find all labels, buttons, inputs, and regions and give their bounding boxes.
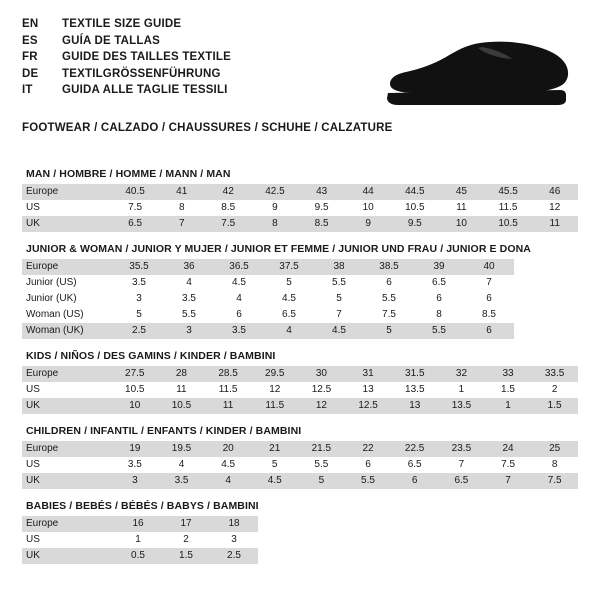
size-cell: 40 [464,259,514,275]
row-label: Woman (US) [22,307,114,323]
row-label: US [22,532,114,548]
size-cell: 28 [158,366,205,382]
size-cell: 6 [345,457,392,473]
size-cell: 16 [114,516,162,532]
size-block-man [22,168,578,232]
size-cell: 7.5 [112,200,159,216]
language-row [22,68,231,85]
language-code: ES [22,34,38,47]
row-label: UK [22,473,112,489]
size-table-body [22,516,258,564]
size-cell: 22 [345,441,392,457]
size-cell: 20 [205,441,252,457]
size-cell: 5 [298,473,345,489]
size-cell: 8 [252,216,299,232]
size-cell: 1 [485,398,531,414]
table-row [22,473,578,489]
size-table-junior-woman [22,259,514,339]
size-cell: 3.5 [214,323,264,339]
size-cell: 11 [531,216,578,232]
size-cell: 2 [162,532,210,548]
language-title: GUIDA ALLE TAGLIE TESSILI [62,84,228,96]
size-cell: 40.5 [112,184,159,200]
row-label: UK [22,398,111,414]
table-row [22,200,578,216]
size-block-babies [22,500,578,564]
size-cell: 28.5 [205,366,252,382]
size-cell: 5.5 [314,275,364,291]
language-title: GUIDE DES TAILLES TEXTILE [62,51,231,63]
size-cell: 1.5 [485,382,531,398]
size-cell: 32 [438,366,485,382]
table-row [22,259,514,275]
size-table-body [22,441,578,489]
size-cell: 19.5 [158,441,205,457]
size-cell: 11 [205,398,252,414]
size-cell: 3 [112,473,159,489]
size-cell: 38.5 [364,259,414,275]
size-cell: 4 [164,275,214,291]
size-cell: 39 [414,259,464,275]
size-cell: 42 [205,184,252,200]
size-table-kids [22,366,578,414]
size-cell: 10 [111,398,158,414]
size-cell: 12 [251,382,298,398]
size-cell: 7 [485,473,532,489]
size-cell: 9.5 [298,200,345,216]
size-cell: 8.5 [298,216,345,232]
size-cell: 36 [164,259,214,275]
row-label: Junior (UK) [22,291,114,307]
row-label: Europe [22,516,114,532]
table-row [22,532,258,548]
size-cell: 1 [438,382,485,398]
size-cell: 24 [485,441,532,457]
size-cell: 5 [364,323,414,339]
size-cell: 3 [210,532,258,548]
size-cell: 3.5 [158,473,205,489]
language-title: TEXTILGRÖSSENFÜHRUNG [62,67,221,80]
size-table-body [22,366,578,414]
size-cell: 5 [251,457,298,473]
size-cell: 6 [464,291,514,307]
size-cell: 5.5 [414,323,464,339]
table-row [22,291,514,307]
size-cell: 10.5 [391,200,438,216]
size-cell: 11.5 [485,200,532,216]
table-row [22,275,514,291]
table-row [22,366,578,382]
size-cell: 5.5 [298,457,345,473]
size-cell: 4 [205,473,252,489]
row-label: Europe [22,184,112,200]
size-cell: 3.5 [114,275,164,291]
row-label: US [22,457,112,473]
size-cell: 9.5 [391,216,438,232]
size-cell: 3.5 [112,457,159,473]
size-block-children [22,425,578,489]
row-label: Junior (US) [22,275,114,291]
table-row [22,548,258,564]
size-cell: 7 [158,216,204,232]
size-cell: 1 [114,532,162,548]
row-label: US [22,200,112,216]
size-cell: 44 [345,184,391,200]
size-cell: 3.5 [164,291,214,307]
size-cell: 11.5 [251,398,298,414]
size-cell: 5 [264,275,314,291]
size-cell: 41 [158,184,204,200]
size-cell: 7.5 [485,457,532,473]
size-cell: 4 [264,323,314,339]
size-cell: 31.5 [391,366,438,382]
size-cell: 12 [531,200,578,216]
size-cell: 6 [464,323,514,339]
row-label: UK [22,548,114,564]
size-cell: 0.5 [114,548,162,564]
language-code: DE [22,67,39,80]
language-row [22,35,231,52]
row-label: Europe [22,259,114,275]
size-cell: 4.5 [251,473,298,489]
size-cell: 9 [345,216,391,232]
language-title: GUÍA DE TALLAS [62,34,160,47]
size-cell: 10.5 [485,216,532,232]
size-cell: 5.5 [345,473,392,489]
block-heading: CHILDREN / INFANTIL / ENFANTS / KINDER / BAMBINI [26,425,302,437]
size-cell: 36.5 [214,259,264,275]
size-cell: 2.5 [210,548,258,564]
size-cell: 3 [114,291,164,307]
size-cell: 4.5 [205,457,252,473]
table-row [22,516,258,532]
language-title: TEXTILE SIZE GUIDE [62,18,182,30]
size-cell: 6.5 [264,307,314,323]
size-cell: 6.5 [391,457,438,473]
row-label: Europe [22,441,112,457]
language-code: FR [22,51,38,63]
size-cell: 6.5 [438,473,485,489]
size-cell: 30 [298,366,345,382]
row-label: US [22,382,111,398]
language-row [22,51,231,68]
size-cell: 38 [314,259,364,275]
table-row [22,216,578,232]
size-cell: 44.5 [391,184,438,200]
size-block-kids [22,350,578,414]
table-row [22,323,514,339]
size-cell: 7.5 [364,307,414,323]
size-cell: 17 [162,516,210,532]
size-cell: 4.5 [314,323,364,339]
size-cell: 11 [438,200,484,216]
block-heading: KIDS / NIÑOS / DES GAMINS / KINDER / BAMBINI [26,350,276,362]
row-label: UK [22,216,112,232]
block-heading: MAN / HOMBRE / HOMME / MANN / MAN [26,168,231,180]
size-cell: 4 [214,291,264,307]
size-cell: 8 [531,457,578,473]
table-row [22,382,578,398]
language-code: EN [22,18,39,30]
size-cell: 46 [531,184,578,200]
language-code: IT [22,84,33,96]
language-row [22,84,231,101]
size-cell: 22.5 [391,441,438,457]
size-cell: 6.5 [414,275,464,291]
size-cell: 8 [158,200,204,216]
size-cell: 6 [364,275,414,291]
block-heading: JUNIOR & WOMAN / JUNIOR Y MUJER / JUNIOR ET FEMME / JUNIOR UND FRAU / JUNIOR E DONA [26,243,531,255]
size-cell: 12 [298,398,345,414]
size-cell: 11.5 [205,382,252,398]
size-cell: 25 [531,441,578,457]
size-cell: 1.5 [531,398,578,414]
page-title: FOOTWEAR / CALZADO / CHAUSSURES / SCHUHE / CALZATURE [22,122,393,134]
size-cell: 12.5 [298,382,345,398]
size-cell: 33 [485,366,531,382]
row-label: Europe [22,366,111,382]
size-cell: 7 [314,307,364,323]
size-cell: 10 [438,216,484,232]
size-cell: 27.5 [111,366,158,382]
language-title-table [22,18,231,101]
size-table-body [22,184,578,232]
size-cell: 42.5 [252,184,299,200]
table-row [22,184,578,200]
size-cell: 5 [114,307,164,323]
size-cell: 13 [391,398,438,414]
size-cell: 11 [158,382,205,398]
size-cell: 18 [210,516,258,532]
size-table-man [22,184,578,232]
size-cell: 7.5 [205,216,252,232]
size-cell: 35.5 [114,259,164,275]
size-cell: 10.5 [111,382,158,398]
size-table-children [22,441,578,489]
size-cell: 8 [414,307,464,323]
size-cell: 19 [112,441,159,457]
size-cell: 7.5 [531,473,578,489]
block-heading: BABIES / BEBÉS / BÉBÉS / BABYS / BAMBINI [26,500,259,512]
size-cell: 10 [345,200,391,216]
size-cell: 21.5 [298,441,345,457]
document-header [22,18,578,110]
size-cell: 7 [464,275,514,291]
table-row [22,457,578,473]
size-cell: 8.5 [205,200,252,216]
size-table-body [22,259,514,339]
table-row [22,307,514,323]
language-row [22,18,231,35]
size-cell: 2 [531,382,578,398]
row-label: Woman (UK) [22,323,114,339]
size-cell: 31 [345,366,392,382]
size-cell: 21 [251,441,298,457]
dress-shoe-icon [382,38,572,110]
size-cell: 13 [345,382,392,398]
size-cell: 29.5 [251,366,298,382]
size-cell: 4.5 [214,275,264,291]
size-blocks [22,168,578,564]
size-table-babies [22,516,258,564]
size-cell: 13.5 [438,398,485,414]
size-cell: 33.5 [531,366,578,382]
size-cell: 6 [214,307,264,323]
size-cell: 43 [298,184,345,200]
size-cell: 4.5 [264,291,314,307]
size-cell: 2.5 [114,323,164,339]
size-cell: 1.5 [162,548,210,564]
size-cell: 6 [391,473,438,489]
table-row [22,441,578,457]
size-cell: 8.5 [464,307,514,323]
size-cell: 13.5 [391,382,438,398]
size-cell: 45.5 [485,184,532,200]
size-cell: 3 [164,323,214,339]
size-cell: 10.5 [158,398,205,414]
size-cell: 23.5 [438,441,485,457]
language-title-body [22,18,231,101]
size-cell: 6.5 [112,216,159,232]
size-cell: 6 [414,291,464,307]
size-block-junior-woman [22,243,578,339]
size-cell: 7 [438,457,485,473]
size-cell: 4 [158,457,205,473]
size-cell: 9 [252,200,299,216]
size-cell: 5.5 [164,307,214,323]
size-cell: 37.5 [264,259,314,275]
size-cell: 5.5 [364,291,414,307]
size-cell: 5 [314,291,364,307]
size-cell: 45 [438,184,484,200]
size-cell: 12.5 [345,398,392,414]
table-row [22,398,578,414]
